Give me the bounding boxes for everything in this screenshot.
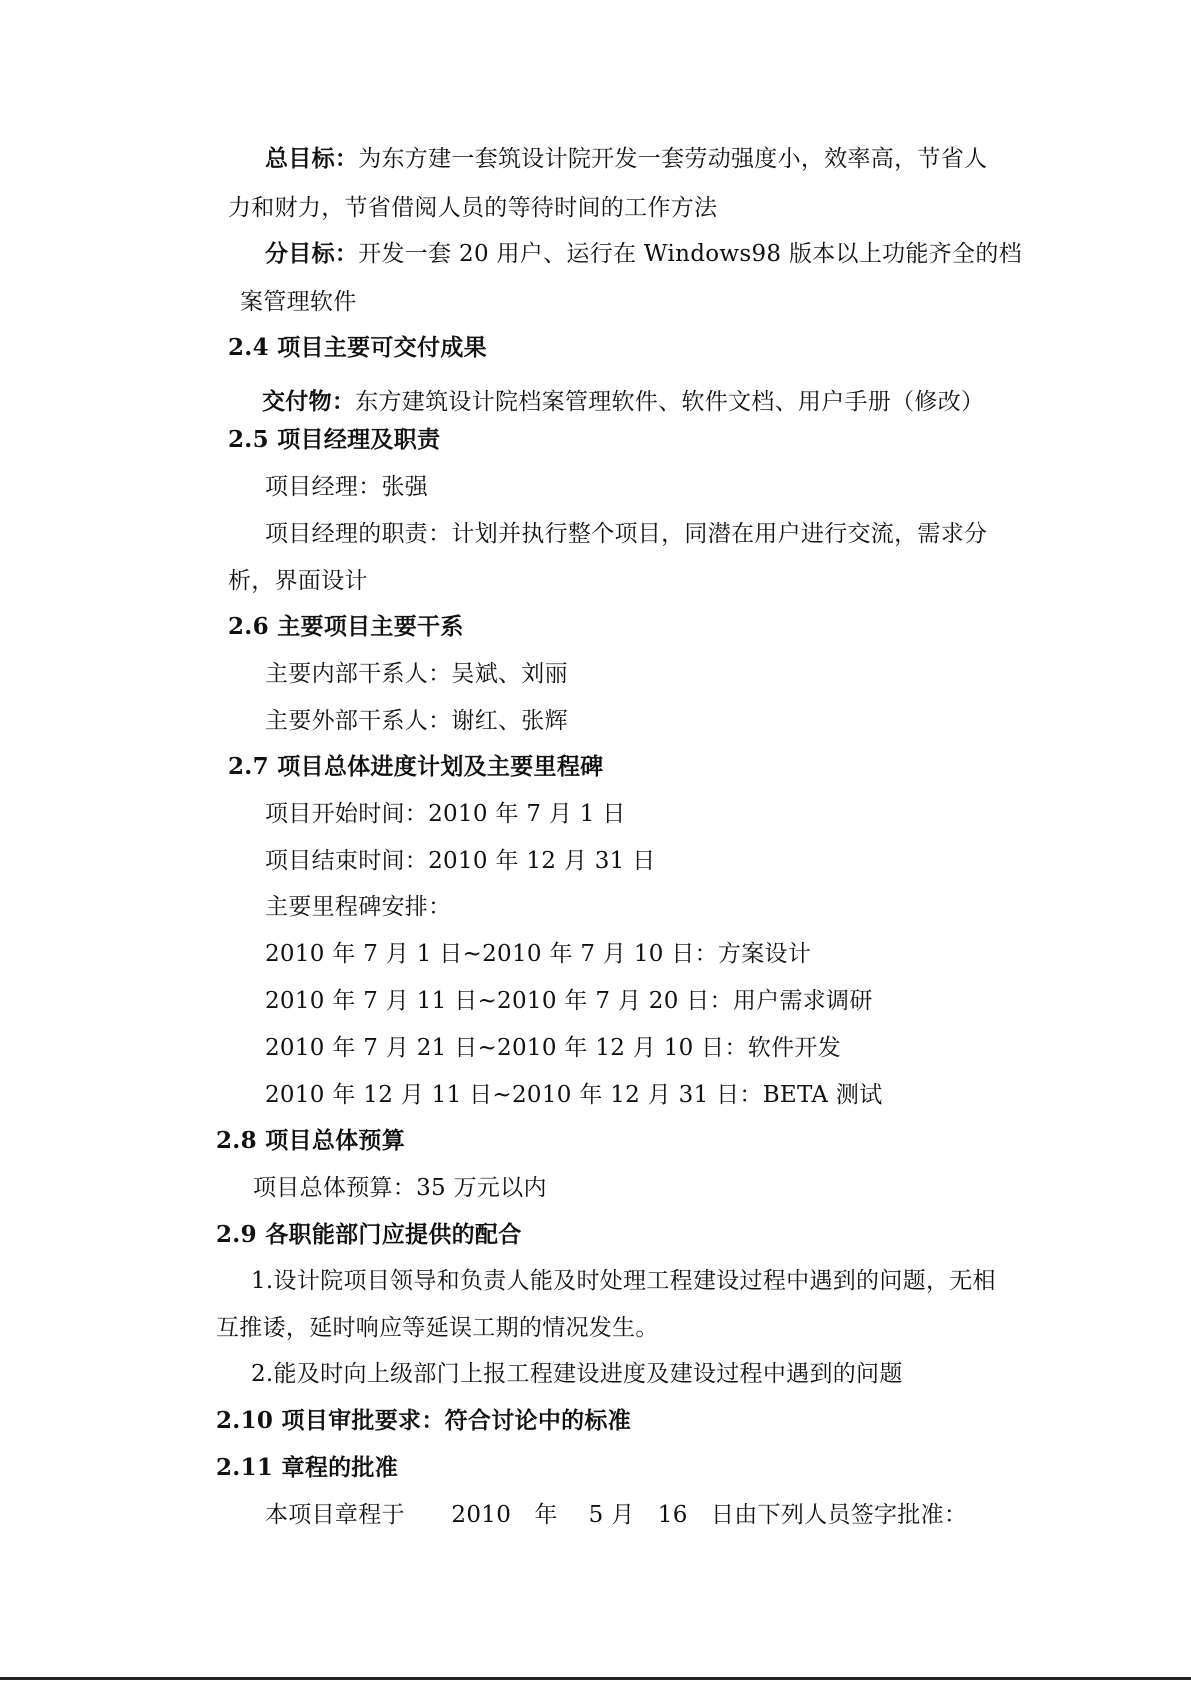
section-2-10-heading: 2.10 项目审批要求：符合讨论中的标准 [216, 1407, 632, 1434]
cooperation-item-1-line-2: 互推诿，延时响应等延误工期的情况发生。 [216, 1315, 659, 1341]
milestone-item: 2010 年 7 月 21 日~2010 年 12 月 10 日：软件开发 [265, 1035, 841, 1061]
section-2-8-heading: 2.8 项目总体预算 [216, 1127, 406, 1154]
sub-goal-line-2: 案管理软件 [240, 289, 357, 315]
milestone-item: 2010 年 7 月 1 日~2010 年 7 月 10 日：方案设计 [265, 941, 812, 967]
deliverables-label: 交付物： [262, 388, 356, 415]
cooperation-item-1-line-1: 1.设计院项目领导和负责人能及时处理工程建设过程中遇到的问题，无相 [251, 1268, 996, 1294]
deliverables-text: 东方建筑设计院档案管理软件、软件文档、用户手册（修改） [355, 389, 985, 415]
overall-goal-text: 为东方建一套筑设计院开发一套劳动强度小，效率高，节省人 [358, 146, 988, 172]
sub-goal-text: 开发一套 20 用户、运行在 Windows98 版本以上功能齐全的档 [358, 241, 1022, 267]
project-manager: 项目经理：张强 [265, 474, 429, 500]
section-2-9-heading: 2.9 各职能部门应提供的配合 [216, 1221, 522, 1248]
milestone-item: 2010 年 7 月 11 日~2010 年 7 月 20 日：用户需求调研 [265, 988, 873, 1014]
project-end-date: 项目结束时间：2010 年 12 月 31 日 [265, 848, 656, 874]
sub-goal-line-1 [265, 239, 1022, 269]
overall-goal-line-1 [265, 144, 987, 174]
milestone-item: 2010 年 12 月 11 日~2010 年 12 月 31 日：BETA 测试 [265, 1082, 883, 1108]
section-2-4-heading: 2.4 项目主要可交付成果 [228, 334, 487, 361]
overall-goal-label: 总目标： [265, 145, 359, 172]
milestones-title: 主要里程碑安排： [265, 894, 452, 920]
total-budget: 项目总体预算：35 万元以内 [253, 1175, 547, 1201]
section-2-5-heading: 2.5 项目经理及职责 [228, 426, 441, 453]
page-bottom-rule [0, 1677, 1191, 1680]
manager-duty-line-2: 析，界面设计 [228, 568, 368, 594]
charter-approval-statement: 本项目章程于 2010 年 5 月 16 日由下列人员签字批准： [265, 1502, 968, 1528]
cooperation-item-2: 2.能及时向上级部门上报工程建设进度及建设过程中遇到的问题 [251, 1361, 903, 1387]
manager-duty-line-1: 项目经理的职责：计划并执行整个项目，同潜在用户进行交流，需求分 [265, 521, 988, 547]
deliverables-line [262, 387, 984, 417]
external-stakeholders: 主要外部干系人：谢红、张辉 [265, 708, 568, 734]
section-2-6-heading: 2.6 主要项目主要干系 [228, 613, 464, 640]
internal-stakeholders: 主要内部干系人：吴斌、刘丽 [265, 661, 568, 687]
sub-goal-label: 分目标： [265, 240, 359, 267]
project-start-date: 项目开始时间：2010 年 7 月 1 日 [265, 801, 626, 827]
section-2-11-heading: 2.11 章程的批准 [216, 1454, 399, 1481]
section-2-7-heading: 2.7 项目总体进度计划及主要里程碑 [228, 753, 604, 780]
overall-goal-line-2: 力和财力，节省借阅人员的等待时间的工作方法 [228, 195, 718, 221]
